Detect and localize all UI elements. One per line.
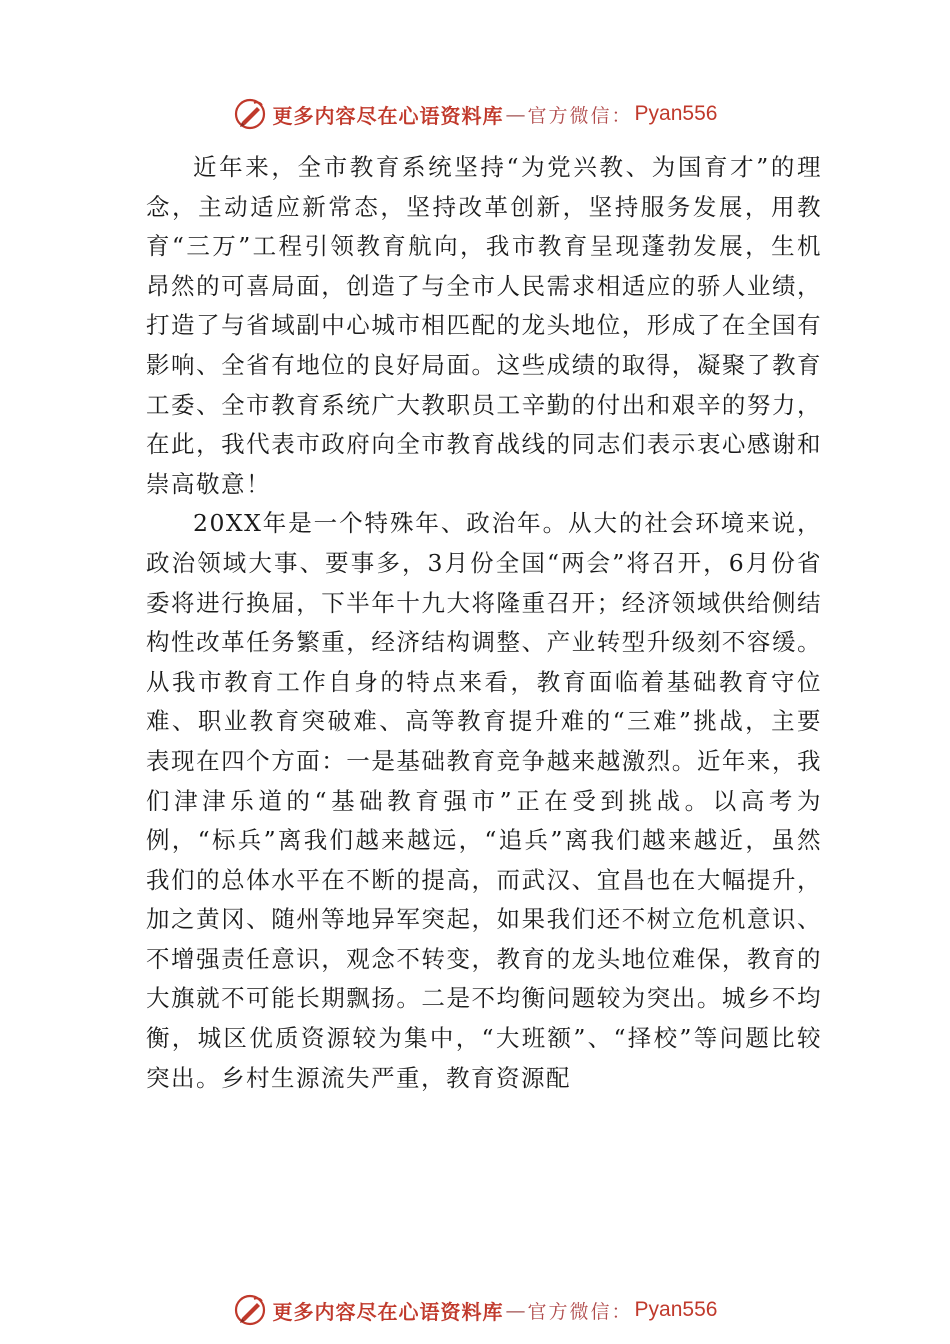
paragraph-2: 20XX年是一个特殊年、政治年。从大的社会环境来说，政治领域大事、要事多，3月份全国“两会”将召开，6月份省委将进行换届，下半年十九大将隆重召开；经济领域供给侧结构性改革任务繁重，经济结构调整、产业转型升级刻不容缓。从我市教育工作自身的特点来看，教育面临着基础教育守位难、职业教育突破难、高等教育提升难的“三难”挑战，主要表现在四个方面：一是基础教育竞争越来越激烈。近年来，我们津津乐道的“基础教育强市”正在受到挑战。以高考为例，“标兵”离我们越来越远，“追兵”离我们越来越近，虽然我们的总体水平在不断的提高，而武汉、宜昌也在大幅提升，加之黄冈、随州等地异军突起，如果我们还不树立危机意识、不增强责任意识，观念不转变，教育的龙头地位难保，教育的大旗就不可能长期飘扬。二是不均衡问题较为突出。城乡不均衡，城区优质资源较为集中，“大班额”、“择校”等问题比较突出。乡村生源流失严重，教育资源配 <box>146 509 822 1092</box>
footer-site-text: 更多内容尽在心语资料库 <box>272 1299 504 1324</box>
document-body <box>146 148 822 1098</box>
footer-separator: — <box>505 1298 526 1322</box>
header-site-text: 更多内容尽在心语资料库 <box>272 103 504 128</box>
header-wechat-id: Pyan556 <box>634 102 718 125</box>
header-separator: — <box>505 102 526 126</box>
header-wechat-label: 官方微信： <box>527 104 633 127</box>
footer-wechat-id: Pyan556 <box>634 1298 718 1321</box>
pen-logo-icon <box>233 1293 267 1327</box>
header-banner <box>0 94 950 134</box>
paragraph-1: 近年来，全市教育系统坚持“为党兴教、为国育才”的理念，主动适应新常态，坚持改革创新，坚持服务发展，用教育“三万”工程引领教育航向，我市教育呈现蓬勃发展，生机昂然的可喜局面，创造了与全市人民需求相适应的骄人业绩，打造了与省域副中心城市相匹配的龙头地位，形成了在全国有影响、全省有地位的良好局面。这些成绩的取得，凝聚了教育工委、全市教育系统广大教职员工辛勤的付出和艰辛的努力，在此，我代表市政府向全市教育战线的同志们表示衷心感谢和崇高敬意！ <box>146 153 822 498</box>
footer-banner <box>0 1290 950 1330</box>
pen-logo-icon <box>233 97 267 131</box>
footer-wechat-label: 官方微信： <box>527 1300 633 1323</box>
